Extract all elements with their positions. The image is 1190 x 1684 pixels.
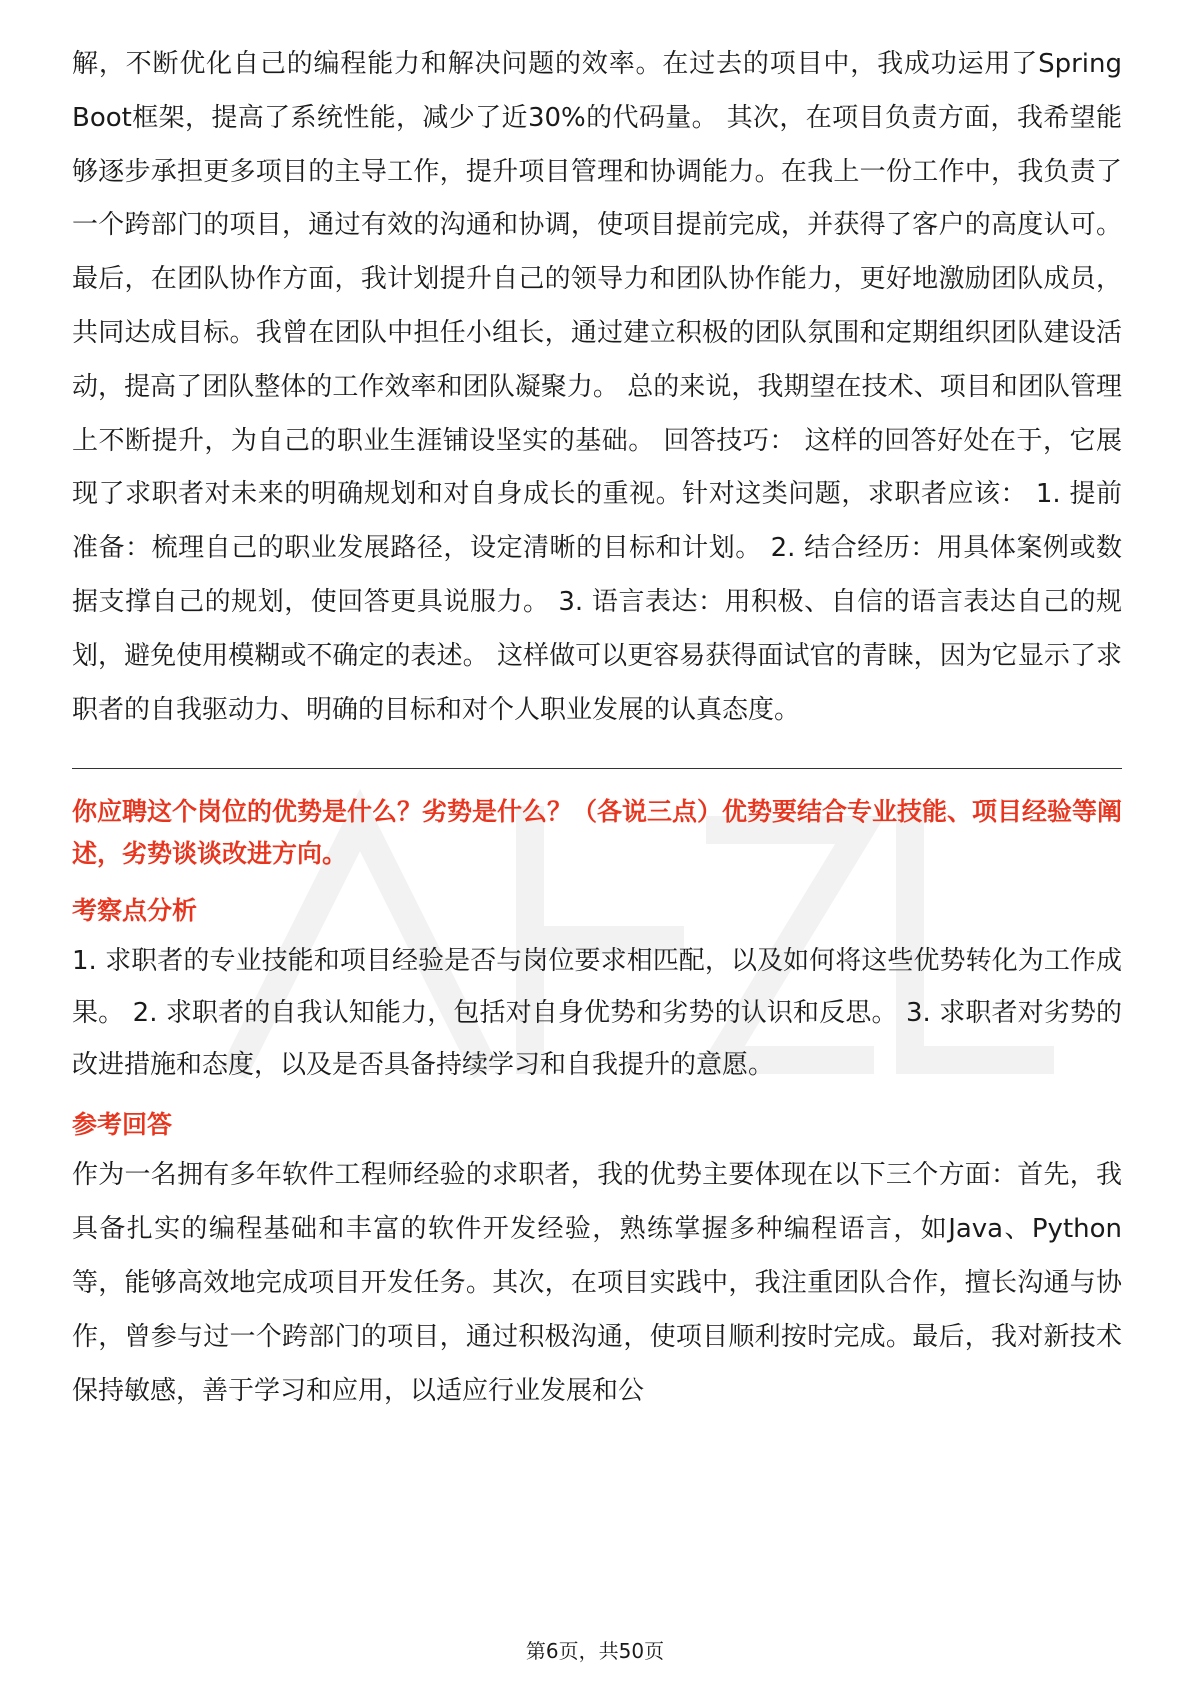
document-page: [72, 38, 1122, 1418]
page-number-footer: 第6页，共50页: [525, 1639, 665, 1663]
interview-question: 你应聘这个岗位的优势是什么？劣势是什么？（各说三点）优势要结合专业技能、项目经验等阐述，劣势谈谈改进方向。: [72, 797, 1123, 869]
answer-paragraph: 作为一名拥有多年软件工程师经验的求职者，我的优势主要体现在以下三个方面：首先，我具备扎实的编程基础和丰富的软件开发经验，熟练掌握多种编程语言，如Java、Python等，能够高效地完成项目开发任务。其次，在项目实践中，我注重团队合作，擅长沟通与协作，曾参与过一个跨部门的项目，通过积极沟通，使项目顺利按时完成。最后，我对新技术保持敏感，善于学习和应用，以适应行业发展和公: [72, 1160, 1122, 1406]
analysis-heading: 考察点分析: [72, 896, 198, 926]
analysis-paragraph: 1. 求职者的专业技能和项目经验是否与岗位要求相匹配，以及如何将这些优势转化为工作成果。 2. 求职者的自我认知能力，包括对自身优势和劣势的认识和反思。 3. 求职者对劣势的改进措施和态度，以及是否具备持续学习和自我提升的意愿。: [72, 946, 1122, 1081]
section-divider: [72, 768, 1122, 769]
continued-answer-paragraph: 解，不断优化自己的编程能力和解决问题的效率。在过去的项目中，我成功运用了Spring Boot框架，提高了系统性能，减少了近30%的代码量。 其次，在项目负责方面，我希望能够逐步承担更多项目的主导工作，提升项目管理和协调能力。在我上一份工作中，我负责了一个跨部门的项目，通过有效的沟通和协调，使项目提前完成，并获得了客户的高度认可。 最后，在团队协作方面，我计划提升自己的领导力和团队协作能力，更好地激励团队成员，共同达成目标。我曾在团队中担任小组长，通过建立积极的团队氛围和定期组织团队建设活动，提高了团队整体的工作效率和团队凝聚力。 总的来说，我期望在技术、项目和团队管理上不断提升，为自己的职业生涯铺设坚实的基础。 回答技巧： 这样的回答好处在于，它展现了求职者对未来的明确规划和对自身成长的重视。针对这类问题，求职者应该： 1. 提前准备：梳理自己的职业发展路径，设定清晰的目标和计划。 2. 结合经历：用具体案例或数据支撑自己的规划，使回答更具说服力。 3. 语言表达：用积极、自信的语言表达自己的规划，避免使用模糊或不确定的表述。 这样做可以更容易获得面试官的青睐，因为它显示了求职者的自我驱动力、明确的目标和对个人职业发展的认真态度。: [72, 49, 1122, 725]
answer-heading: 参考回答: [72, 1110, 173, 1140]
